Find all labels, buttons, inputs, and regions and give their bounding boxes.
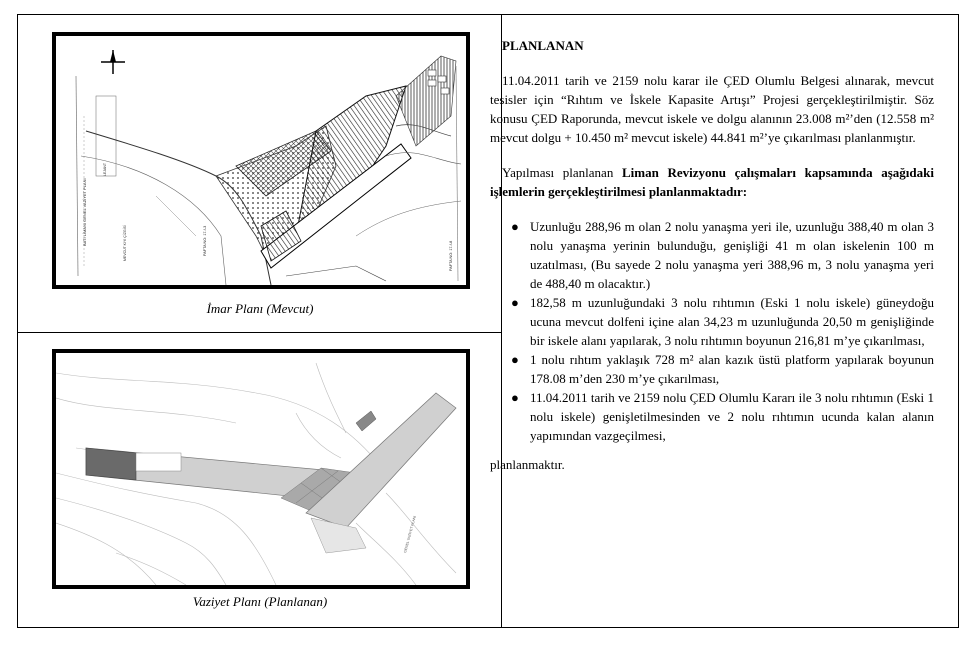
bullet-icon: ●	[511, 295, 519, 310]
map-label-plan: GENEL VAZİYET PLANI	[403, 515, 417, 554]
scope-paragraph	[490, 163, 934, 201]
list-item-text: Uzunluğu 288,96 m olan 2 nolu yanaşma yeri ile, uzunluğu 388,40 m olan 3 nolu yanaşma yerinin bulunduğu, genişliği 41 m olan iskelenin 100 m uzatılması, (Bu sayede 2 nolu yanaşma yeri 388,96 m, 3 nolu yanaşma yeri de 488,40 m olacaktır.)	[530, 219, 934, 291]
planned-text-column	[490, 36, 934, 474]
planned-items-list	[490, 217, 934, 445]
map-label-title: BATI LİMANI GENEL VAZİYET PLANI	[82, 178, 87, 246]
imar-plan-caption: İmar Planı (Mevcut)	[206, 301, 314, 316]
bullet-icon: ●	[511, 352, 519, 367]
imar-plan-map	[52, 32, 470, 289]
map-label-legend: LEJANT	[103, 162, 107, 176]
list-item-text: 182,58 m uzunluğundaki 3 nolu rıhtımın (Eski 1 nolu iskele) güneydoğu ucuna mevcut dolfeni içine alan 34,23 m uzunluğunda 20,50 m genişliğinde bir iskele alanı yapılarak, 3 nolu rıhtımın boyunun 216,81 m’ye çıkarılması,	[530, 295, 934, 348]
list-item	[511, 350, 934, 388]
row-divider	[18, 332, 502, 333]
list-item	[511, 293, 934, 350]
bullet-icon: ●	[511, 390, 519, 405]
closing-text: planlanmaktır.	[490, 457, 565, 472]
map-label-pafta-right: PAFTA NO: 17-f-8	[449, 240, 453, 271]
imar-plan-drawing	[56, 36, 466, 285]
scope-bold-text: Liman Revizyonu çalışmaları kapsamında aşağıdaki işlemlerin gerçekleştirilmesi planlanmaktadır:	[490, 165, 934, 199]
north-arrow-icon	[101, 50, 125, 74]
intro-paragraph: 11.04.2011 tarih ve 2159 nolu karar ile ÇED Olumlu Belgesi alınarak, mevcut tesisler için “Rıhtım ve İskele Kapasite Artışı” Projesi gerçekleştirilmiştir. Söz konusu ÇED Raporunda, mevcut iskele ve dolgu alanının 23.008 m²’den (12.558 m² mevcut dolgu + 10.450 m² mevcut iskele) 44.841 m²’ye çıkarılması planlanmıştır.	[490, 73, 934, 145]
section-heading: PLANLANAN	[502, 38, 584, 53]
vaziyet-plan-caption: Vaziyet Planı (Planlanan)	[192, 594, 328, 609]
list-item	[511, 217, 934, 293]
vaziyet-plan-map	[52, 349, 470, 589]
scope-lead-text: Yapılması planlanan	[502, 165, 622, 180]
list-item-text: 1 nolu rıhtım yaklaşık 728 m² alan kazık üstü platform yapılarak boyunun 178.08 m’den 230 m’ye çıkarılması,	[530, 352, 934, 386]
list-item	[511, 388, 934, 445]
vaziyet-plan-drawing	[56, 353, 466, 585]
map-label-pafta-left: PAFTA NO: 17-f-3	[203, 225, 207, 256]
list-item-text: 11.04.2011 tarih ve 2159 nolu ÇED Olumlu Kararı ile 3 nolu rıhtımın (Eski 1 nolu iskele) genişletilmesinden ve 2 nolu rıhtımın ucunda kalan alanın yapımından vazgeçilmesi,	[530, 390, 934, 443]
map-label-coast: MEVCUT KIYI ÇİZGİSİ	[123, 225, 127, 261]
bullet-icon: ●	[511, 219, 519, 234]
